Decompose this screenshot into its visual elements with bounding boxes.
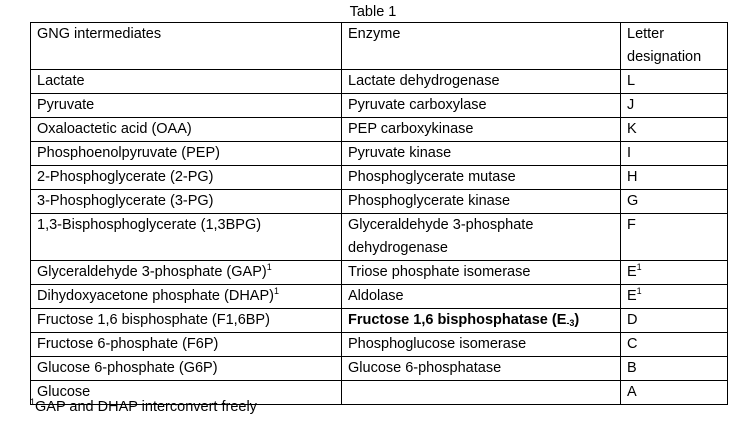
table-row [31,333,728,357]
enzyme-line2: dehydrogenase [348,240,448,256]
enzyme-cell-empty [342,381,621,405]
intermediate-cell: 2-Phosphoglycerate (2-PG) [31,166,342,190]
footnote-marker: 1 [273,286,279,296]
enzyme-cell: Pyruvate carboxylase [342,94,621,118]
footnote-marker: 1 [266,262,272,272]
table-row [31,94,728,118]
table-row [31,214,728,261]
gng-table [30,22,728,405]
letter-cell: K [621,118,728,142]
table-row [31,261,728,285]
letter-cell [621,285,728,309]
letter-cell: I [621,142,728,166]
table-footnote [30,396,257,419]
intermediate-cell: Lactate [31,70,342,94]
footnote-marker: 1 [30,397,36,407]
intermediate-cell [31,261,342,285]
letter-cell: G [621,190,728,214]
header-intermediates: GNG intermediates [31,23,342,70]
letter-cell: J [621,94,728,118]
enzyme-subscript: -3 [566,318,575,328]
letter-cell: D [621,309,728,333]
enzyme-close-paren: ) [574,312,580,328]
intermediate-cell: 3-Phosphoglycerate (3-PG) [31,190,342,214]
table-header-row [31,23,728,70]
header-enzyme: Enzyme [342,23,621,70]
enzyme-cell: Lactate dehydrogenase [342,70,621,94]
intermediate-cell: Pyruvate [31,94,342,118]
enzyme-cell: Phosphoglycerate kinase [342,190,621,214]
intermediate-cell: Fructose 6-phosphate (F6P) [31,333,342,357]
table-row [31,309,728,333]
header-letter-designation [621,23,728,70]
table-row [31,142,728,166]
table-row [31,285,728,309]
intermediate-cell: Oxaloactetic acid (OAA) [31,118,342,142]
letter-cell: B [621,357,728,381]
footnote-marker: 1 [636,286,642,296]
enzyme-cell: PEP carboxykinase [342,118,621,142]
header-letter-line1: Letter [627,26,665,42]
table-row [31,190,728,214]
enzyme-cell: Pyruvate kinase [342,142,621,166]
letter-cell: H [621,166,728,190]
footnote-marker: 1 [636,262,642,272]
intermediate-cell: Glucose 6-phosphate (G6P) [31,357,342,381]
intermediate-cell: Fructose 1,6 bisphosphate (F1,6BP) [31,309,342,333]
intermediate-text: Dihydoxyacetone phosphate (DHAP) [37,288,274,304]
intermediate-cell [31,285,342,309]
enzyme-cell: Triose phosphate isomerase [342,261,621,285]
enzyme-cell: Glucose 6-phosphatase [342,357,621,381]
letter-cell: L [621,70,728,94]
enzyme-cell: Aldolase [342,285,621,309]
letter-text: E [627,288,637,304]
table-row [31,166,728,190]
intermediate-cell: 1,3-Bisphosphoglycerate (1,3BPG) [31,214,342,261]
letter-cell: C [621,333,728,357]
letter-cell: A [621,381,728,405]
enzyme-cell: Phosphoglycerate mutase [342,166,621,190]
enzyme-cell: Phosphoglucose isomerase [342,333,621,357]
table-row [31,70,728,94]
letter-text: E [627,264,637,280]
letter-cell: F [621,214,728,261]
header-letter-line2: designation [627,49,702,65]
enzyme-cell-highlighted [342,309,621,333]
enzyme-text: Fructose 1,6 bisphosphatase (E [348,312,567,328]
table-row [31,118,728,142]
table-caption: Table 1 [349,4,397,20]
intermediate-text: Glyceraldehyde 3-phosphate (GAP) [37,264,267,280]
enzyme-line1: Glyceraldehyde 3-phosphate [348,217,534,233]
footnote-text: GAP and DHAP interconvert freely [35,399,257,415]
letter-cell [621,261,728,285]
table-row [31,357,728,381]
intermediate-cell: Phosphoenolpyruvate (PEP) [31,142,342,166]
intermediate-cell: Glucose [31,381,342,405]
enzyme-cell [342,214,621,261]
